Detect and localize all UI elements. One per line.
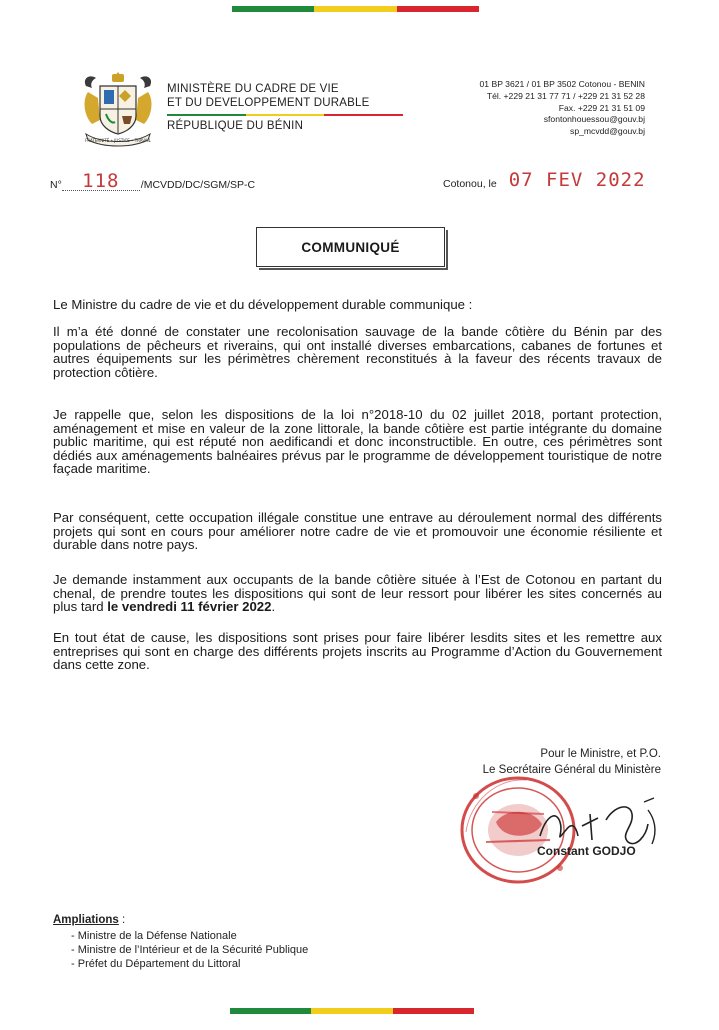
intro-paragraph: Le Ministre du cadre de vie et du développement durable communique : [53, 297, 473, 312]
ministry-name-line2: ET DU DEVELOPPEMENT DURABLE [167, 97, 370, 109]
ministry-header [167, 82, 403, 132]
paragraph-observation: Il m’a été donné de constater une recolonisation sauvage de la bande côtière du Bénin par des populations de pêcheurs et riverains, qui ont installé diverses embarcations, cabanes de fortunes et autres équipements sur les périmètres chèrement reconstitués à la faveur des récents travaux de protection côtière. [53, 324, 662, 380]
republic-name: RÉPUBLIQUE DU BÉNIN [167, 120, 304, 132]
date-place: Cotonou, le [443, 178, 497, 190]
demand-text: Je demande instamment aux occupants de la bande côtière située à l’Est de Cotonou en partant du chenal, de prendre toutes les dispositions qui sont de leur ressort pour libérer les sites concernés au plus tard [53, 572, 662, 615]
reference-number-stamp: 118 [62, 172, 140, 191]
ampliations-colon: : [118, 914, 126, 926]
paragraph-conclusion: En tout état de cause, les dispositions sont prises pour faire libérer lesdits sites et les remettre aux entreprises qui sont en charge des différents projets inscrits au Programme d’Action du Gouvernement dans cette zone. [53, 630, 662, 673]
communique-title: COMMUNIQUÉ [301, 239, 400, 255]
contact-email-1: sfontonhouessou@gouv.bj [543, 114, 645, 125]
flag-stripe-bottom [230, 1008, 474, 1014]
benin-coat-of-arms-icon [78, 72, 158, 148]
paragraph-consequence: Par conséquent, cette occupation illégale constitue une entrave au déroulement normal des différents projets qui sont en cours pour améliorer notre cadre de vie et promouvoir une économie résiliente et durable dans notre pays. [53, 510, 662, 553]
ampliation-item: - Ministre de la Défense Nationale [71, 929, 308, 943]
flag-rule [167, 114, 403, 116]
reference-line [50, 172, 255, 191]
reference-prefix: N° [50, 179, 62, 191]
date-stamp: 07 FEV 2022 [508, 169, 646, 191]
ampliations-list [71, 929, 308, 971]
deadline-date: le vendredi 11 février 2022 [107, 599, 272, 615]
ampliation-item: - Ministre de l’Intérieur et de la Sécurité Publique [71, 943, 308, 957]
contact-phone: Tél. +229 21 31 77 71 / +229 21 31 52 28 [486, 90, 645, 101]
contact-address: 01 BP 3621 / 01 BP 3502 Cotonou - BENIN [479, 79, 645, 89]
reference-suffix: /MCVDD/DC/SGM/SP-C [140, 179, 256, 191]
ministry-name-line1: MINISTÈRE DU CADRE DE VIE [167, 83, 339, 95]
ampliations-block [53, 914, 308, 971]
contact-block [480, 79, 645, 138]
signatory-line1: Pour le Ministre, et P.O. [540, 748, 661, 760]
ampliations-title: Ampliations [53, 914, 119, 926]
contact-fax: Fax. +229 21 31 51 09 [558, 102, 645, 113]
communique-title-box [256, 227, 445, 267]
signatory-line2: Le Secrétaire Général du Ministère [482, 764, 661, 776]
ampliation-item: - Préfet du Département du Littoral [71, 957, 308, 971]
flag-stripe-top [232, 6, 479, 12]
paragraph-law-reminder: Je rappelle que, selon les dispositions de la loi n°2018-10 du 02 juillet 2018, portant protection, aménagement et mise en valeur de la zone littorale, la bande côtière est partie intégrante du domaine public maritime, qui est réputé non aedificandi et donc inconstructible. En outre, ces périmètres sont dédiés aux aménagements balnéaires prévus par le programme de développement touristique de notre façade maritime. [53, 407, 662, 477]
emblem-motto: FRATERNITÉ • JUSTICE • TRAVAIL [85, 138, 151, 143]
paragraph-demand [53, 573, 662, 614]
signatory-name: Constant GODJO [537, 844, 636, 858]
demand-end: . [271, 599, 276, 615]
contact-email-2: sp_mcvdd@gouv.bj [570, 126, 645, 137]
date-line [443, 170, 646, 190]
